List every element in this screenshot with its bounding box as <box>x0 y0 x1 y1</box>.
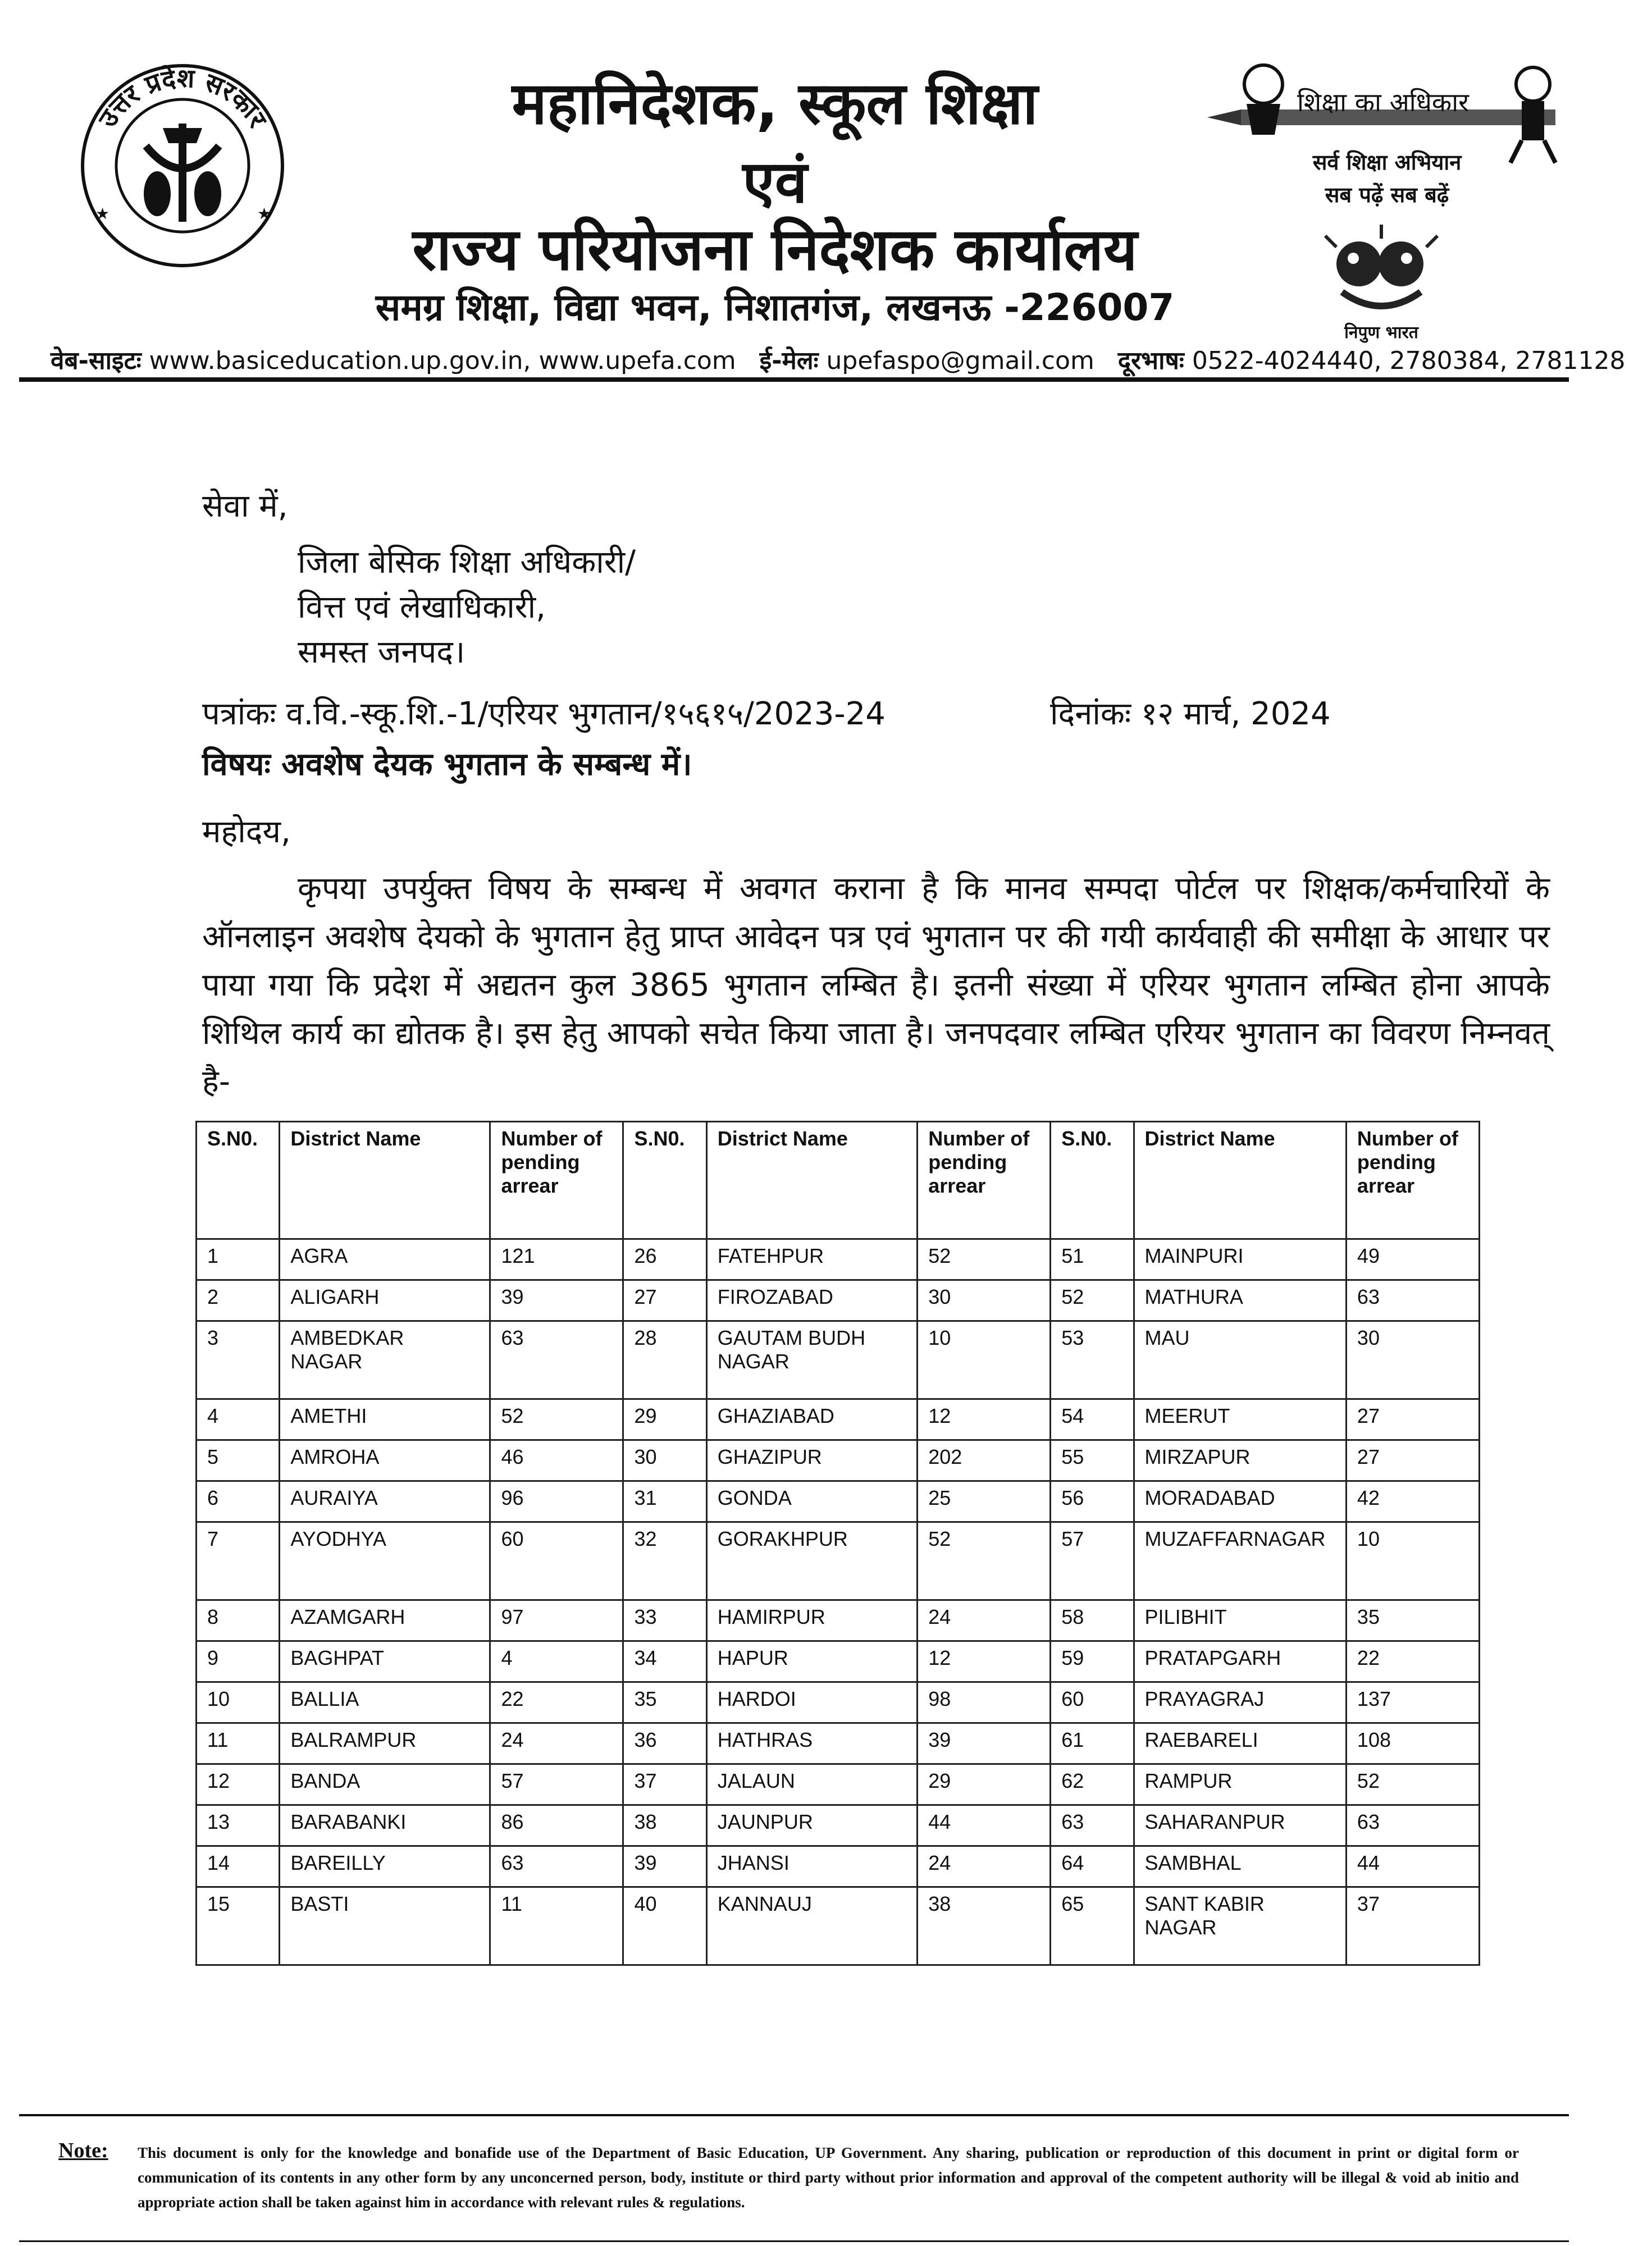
cell-district: AURAIYA <box>280 1481 490 1522</box>
salutation: महोदय, <box>202 814 291 850</box>
website-label: वेब-साइटः <box>51 346 142 375</box>
cell-pending: 30 <box>1346 1321 1479 1399</box>
header-district-1: District Name <box>280 1122 490 1239</box>
cell-district: FATEHPUR <box>706 1239 917 1280</box>
cell-district: SAHARANPUR <box>1134 1805 1346 1846</box>
cell-district: BANDA <box>280 1764 490 1805</box>
cell-district: BAREILLY <box>280 1846 490 1887</box>
letter-to: सेवा में, <box>202 488 288 524</box>
cell-district: MEERUT <box>1134 1399 1346 1440</box>
header-district-3: District Name <box>1134 1122 1346 1239</box>
cell-sno: 39 <box>623 1846 706 1887</box>
header-sno-3: S.N0. <box>1051 1122 1134 1239</box>
table-row <box>197 1600 1480 1641</box>
cell-pending: 24 <box>918 1600 1051 1641</box>
cell-sno: 2 <box>197 1280 280 1321</box>
cell-district: JALAUN <box>706 1764 917 1805</box>
header-title-line3: राज्य परियोजना निदेशक कार्यालय <box>412 215 1138 284</box>
cell-sno: 40 <box>623 1887 706 1965</box>
cell-district: JHANSI <box>706 1846 917 1887</box>
cell-district: AMROHA <box>280 1440 490 1481</box>
table-row <box>197 1481 1480 1522</box>
cell-pending: 52 <box>918 1239 1051 1280</box>
cell-pending: 12 <box>918 1399 1051 1440</box>
up-government-emblem <box>79 62 286 270</box>
cell-sno: 3 <box>197 1321 280 1399</box>
cell-sno: 13 <box>197 1805 280 1846</box>
cell-pending: 10 <box>918 1321 1051 1399</box>
cell-sno: 9 <box>197 1641 280 1682</box>
cell-sno: 56 <box>1051 1481 1134 1522</box>
cell-district: HATHRAS <box>706 1723 917 1764</box>
cell-pending: 52 <box>1346 1764 1479 1805</box>
table-row <box>197 1846 1480 1887</box>
cell-pending: 49 <box>1346 1239 1479 1280</box>
cell-district: MORADABAD <box>1134 1481 1346 1522</box>
cell-sno: 29 <box>623 1399 706 1440</box>
cell-sno: 55 <box>1051 1440 1134 1481</box>
addressee-line1: जिला बेसिक शिक्षा अधिकारी/ <box>298 544 636 581</box>
cell-sno: 28 <box>623 1321 706 1399</box>
cell-pending: 96 <box>490 1481 623 1522</box>
cell-district: AMBEDKAR NAGAR <box>280 1321 490 1399</box>
cell-sno: 60 <box>1051 1682 1134 1723</box>
cell-pending: 37 <box>1346 1887 1479 1965</box>
cell-sno: 6 <box>197 1481 280 1522</box>
cell-district: PILIBHIT <box>1134 1600 1346 1641</box>
cell-district: BALLIA <box>280 1682 490 1723</box>
cell-district: PRATAPGARH <box>1134 1641 1346 1682</box>
cell-district: RAEBARELI <box>1134 1723 1346 1764</box>
note-text: This document is only for the knowledge and bonafide use of the Department of Basic Education, UP Government. Any sharing, publication or reproduction of this document in print or digital form or communication of its contents in any other form by any unconcerned person, body, institute or third party without prior information and approval of the competent authority will be illegal & void ab initio and appropriate action shall be taken against him in accordance with relevant rules & regulations. <box>138 2144 1519 2211</box>
cell-sno: 5 <box>197 1440 280 1481</box>
addressee-line2: वित्त एवं लेखाधिकारी, <box>298 589 546 626</box>
cell-sno: 34 <box>623 1641 706 1682</box>
cell-pending: 29 <box>918 1764 1051 1805</box>
emblem-text: उत्तर प्रदेश सरकार <box>92 62 273 133</box>
cell-sno: 11 <box>197 1723 280 1764</box>
cell-sno: 8 <box>197 1600 280 1641</box>
cell-pending: 24 <box>918 1846 1051 1887</box>
nipun-bharat-text: निपुण भारत <box>1344 323 1418 343</box>
cell-sno: 1 <box>197 1239 280 1280</box>
addressee-line3: समस्त जनपद। <box>298 634 466 670</box>
cell-pending: 25 <box>918 1481 1051 1522</box>
cell-district: MAINPURI <box>1134 1239 1346 1280</box>
table-row <box>197 1764 1480 1805</box>
header-title-line1: महानिदेशक, स्कूल शिक्षा <box>512 69 1038 138</box>
cell-sno: 54 <box>1051 1399 1134 1440</box>
website-value[interactable]: www.basiceducation.up.gov.in, www.upefa.com <box>149 346 736 375</box>
cell-district: FIROZABAD <box>706 1280 917 1321</box>
cell-pending: 202 <box>918 1440 1051 1481</box>
cell-sno: 32 <box>623 1522 706 1600</box>
cell-pending: 97 <box>490 1600 623 1641</box>
cell-pending: 10 <box>1346 1522 1479 1600</box>
cell-pending: 44 <box>1346 1846 1479 1887</box>
cell-pending: 63 <box>1346 1280 1479 1321</box>
cell-sno: 65 <box>1051 1887 1134 1965</box>
cell-sno: 12 <box>197 1764 280 1805</box>
header-title-line2: एवं <box>742 148 807 216</box>
cell-district: ALIGARH <box>280 1280 490 1321</box>
table-row <box>197 1723 1480 1764</box>
cell-sno: 62 <box>1051 1764 1134 1805</box>
cell-district: GAUTAM BUDH NAGAR <box>706 1321 917 1399</box>
cell-pending: 44 <box>918 1805 1051 1846</box>
cell-pending: 63 <box>490 1846 623 1887</box>
cell-pending: 42 <box>1346 1481 1479 1522</box>
letter-date: दिनांकः १२ मार्च, 2024 <box>1050 696 1331 732</box>
cell-pending: 38 <box>918 1887 1051 1965</box>
cell-district: AGRA <box>280 1239 490 1280</box>
ssa-line2: सब पढ़ें सब बढ़ें <box>1325 182 1449 207</box>
cell-pending: 35 <box>1346 1600 1479 1641</box>
cell-district: RAMPUR <box>1134 1764 1346 1805</box>
cell-sno: 38 <box>623 1805 706 1846</box>
header-pending-2: Number of pending arrear <box>918 1122 1051 1239</box>
reference-number: पत्रांकः व.वि.-स्कू.शि.-1/एरियर भुगतान/१५६१५/2023-24 <box>202 696 886 732</box>
cell-district: AYODHYA <box>280 1522 490 1600</box>
cell-district: BARABANKI <box>280 1805 490 1846</box>
cell-sno: 36 <box>623 1723 706 1764</box>
cell-pending: 27 <box>1346 1399 1479 1440</box>
cell-district: MIRZAPUR <box>1134 1440 1346 1481</box>
header-sno-1: S.N0. <box>197 1122 280 1239</box>
table-header-row <box>197 1122 1480 1239</box>
table-body <box>197 1239 1480 1965</box>
cell-district: SAMBHAL <box>1134 1846 1346 1887</box>
rte-text: शिक्षा का अधिकार <box>1297 87 1469 117</box>
cell-district: HARDOI <box>706 1682 917 1723</box>
cell-pending: 52 <box>490 1399 623 1440</box>
cell-pending: 4 <box>490 1641 623 1682</box>
cell-district: KANNAUJ <box>706 1887 917 1965</box>
cell-pending: 30 <box>918 1280 1051 1321</box>
footer-divider <box>19 2114 1569 2116</box>
cell-pending: 108 <box>1346 1723 1479 1764</box>
cell-district: HAMIRPUR <box>706 1600 917 1641</box>
cell-sno: 14 <box>197 1846 280 1887</box>
cell-pending: 63 <box>490 1321 623 1399</box>
table-row <box>197 1887 1480 1965</box>
cell-sno: 31 <box>623 1481 706 1522</box>
cell-sno: 64 <box>1051 1846 1134 1887</box>
cell-sno: 51 <box>1051 1239 1134 1280</box>
contact-line <box>51 343 1626 376</box>
cell-pending: 57 <box>490 1764 623 1805</box>
cell-pending: 52 <box>918 1522 1051 1600</box>
letter-body-paragraph: कृपया उपर्युक्त विषय के सम्बन्ध में अवगत कराना है कि मानव सम्पदा पोर्टल पर शिक्षक/कर्मचारियों के ऑनलाइन अवशेष देयको के भुगतान हेतु प्राप्त आवेदन पत्र एवं भुगतान पर की गयी कार्यवाही की समीक्षा के आधार पर पाया गया कि प्रदेश में अद्यतन कुल 3865 भुगतान लम्बित है। इतनी संख्या में एरियर भुगतान लम्बित होना आपके शिथिल कार्य का द्योतक है। इस हेतु आपको सचेत किया जाता है। जनपदवार लम्बित एरियर भुगतान का विवरण निम्नवत् है- <box>202 870 1550 1100</box>
cell-sno: 58 <box>1051 1600 1134 1641</box>
footer-bottom-line <box>19 2240 1569 2242</box>
cell-pending: 86 <box>490 1805 623 1846</box>
cell-sno: 10 <box>197 1682 280 1723</box>
cell-sno: 37 <box>623 1764 706 1805</box>
cell-pending: 98 <box>918 1682 1051 1723</box>
cell-pending: 137 <box>1346 1682 1479 1723</box>
pending-arrear-table <box>195 1121 1480 1966</box>
cell-pending: 63 <box>1346 1805 1479 1846</box>
letter-subject: विषयः अवशेष देयक भुगतान के सम्बन्ध में। <box>202 746 692 783</box>
cell-sno: 15 <box>197 1887 280 1965</box>
cell-sno: 61 <box>1051 1723 1134 1764</box>
header-district-2: District Name <box>706 1122 917 1239</box>
header-address: समग्र शिक्षा, विद्या भवन, निशातगंज, लखनऊ -226007 <box>375 286 1175 329</box>
svg-text:★: ★ <box>257 204 272 223</box>
cell-sno: 63 <box>1051 1805 1134 1846</box>
phone-value: 0522-4024440, 2780384, 2781128 <box>1192 346 1626 375</box>
cell-pending: 11 <box>490 1887 623 1965</box>
cell-pending: 22 <box>490 1682 623 1723</box>
ssa-line1: सर्व शिक्षा अभियान <box>1312 150 1462 175</box>
cell-pending: 46 <box>490 1440 623 1481</box>
cell-district: GHAZIABAD <box>706 1399 917 1440</box>
email-label: ई-मेलः <box>759 346 819 375</box>
svg-text:★: ★ <box>95 204 110 223</box>
cell-sno: 4 <box>197 1399 280 1440</box>
cell-pending: 22 <box>1346 1641 1479 1682</box>
table-row <box>197 1321 1480 1399</box>
table-row <box>197 1239 1480 1280</box>
note-label: Note: <box>58 2139 108 2162</box>
table-row <box>197 1682 1480 1723</box>
cell-sno: 26 <box>623 1239 706 1280</box>
phone-label: दूरभाषः <box>1117 346 1184 375</box>
cell-district: BALRAMPUR <box>280 1723 490 1764</box>
header-pending-3: Number of pending arrear <box>1346 1122 1479 1239</box>
header-divider <box>19 377 1569 382</box>
header-pending-1: Number of pending arrear <box>490 1122 623 1239</box>
cell-district: AMETHI <box>280 1399 490 1440</box>
cell-sno: 35 <box>623 1682 706 1723</box>
table-row <box>197 1805 1480 1846</box>
cell-pending: 12 <box>918 1641 1051 1682</box>
cell-district: GHAZIPUR <box>706 1440 917 1481</box>
cell-pending: 39 <box>918 1723 1051 1764</box>
cell-district: SANT KABIR NAGAR <box>1134 1887 1346 1965</box>
cell-sno: 57 <box>1051 1522 1134 1600</box>
cell-district: JAUNPUR <box>706 1805 917 1846</box>
cell-district: PRAYAGRAJ <box>1134 1682 1346 1723</box>
cell-pending: 121 <box>490 1239 623 1280</box>
table-row <box>197 1280 1480 1321</box>
cell-district: HAPUR <box>706 1641 917 1682</box>
table-row <box>197 1522 1480 1600</box>
email-value[interactable]: upefaspo@gmail.com <box>826 346 1094 375</box>
cell-district: GORAKHPUR <box>706 1522 917 1600</box>
table-row <box>197 1399 1480 1440</box>
cell-sno: 59 <box>1051 1641 1134 1682</box>
cell-district: BASTI <box>280 1887 490 1965</box>
table-row <box>197 1440 1480 1481</box>
cell-district: GONDA <box>706 1481 917 1522</box>
cell-pending: 27 <box>1346 1440 1479 1481</box>
header-sno-2: S.N0. <box>623 1122 706 1239</box>
cell-district: MUZAFFARNAGAR <box>1134 1522 1346 1600</box>
cell-pending: 39 <box>490 1280 623 1321</box>
cell-sno: 27 <box>623 1280 706 1321</box>
cell-pending: 24 <box>490 1723 623 1764</box>
cell-pending: 60 <box>490 1522 623 1600</box>
cell-district: MATHURA <box>1134 1280 1346 1321</box>
table-row <box>197 1641 1480 1682</box>
cell-sno: 7 <box>197 1522 280 1600</box>
cell-sno: 33 <box>623 1600 706 1641</box>
cell-sno: 52 <box>1051 1280 1134 1321</box>
cell-district: AZAMGARH <box>280 1600 490 1641</box>
cell-district: MAU <box>1134 1321 1346 1399</box>
ssa-slogan <box>1269 146 1505 211</box>
cell-sno: 53 <box>1051 1321 1134 1399</box>
cell-district: BAGHPAT <box>280 1641 490 1682</box>
cell-sno: 30 <box>623 1440 706 1481</box>
